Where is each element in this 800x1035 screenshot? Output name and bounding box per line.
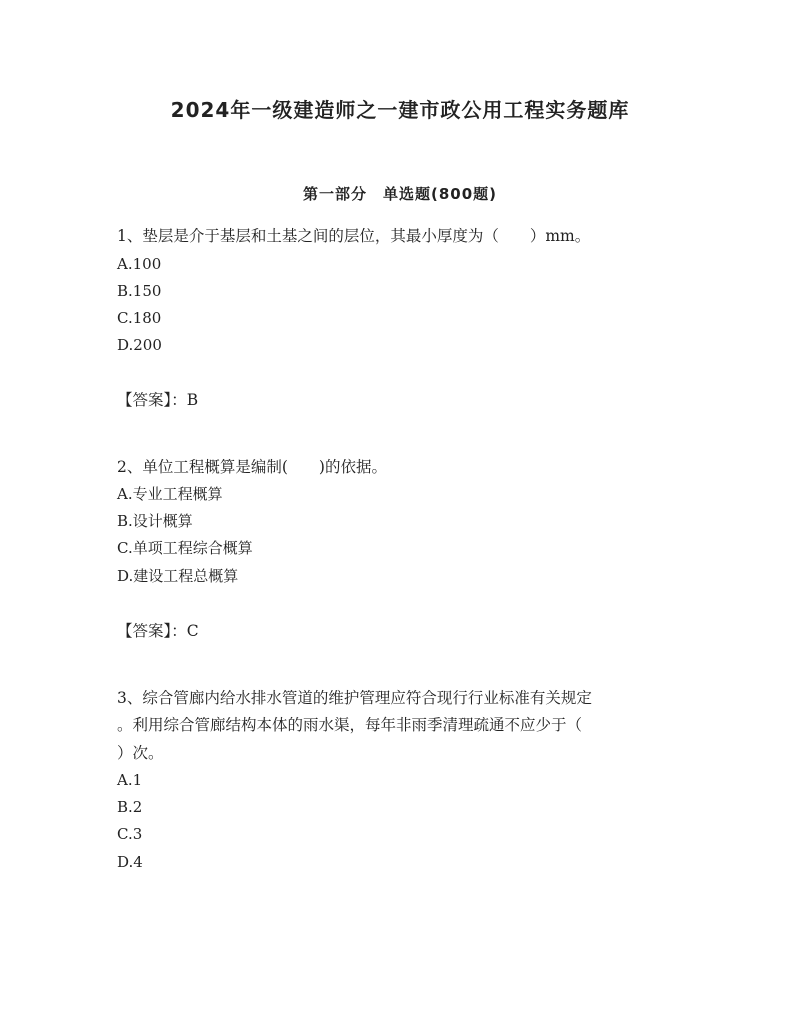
question-1-option-d: D.200	[117, 336, 162, 354]
question-1-stem: 1、垫层是介于基层和土基之间的层位，其最小厚度为（ ）mm。	[117, 227, 591, 245]
question-3-stem-line-2: 。利用综合管廊结构本体的雨水渠，每年非雨季清理疏通不应少于（	[117, 716, 583, 734]
question-1-option-b: B.150	[117, 282, 162, 300]
question-3-stem-line-3: ）次。	[117, 744, 164, 762]
section-heading: 第一部分 单选题(800题)	[302, 185, 498, 203]
question-2-answer: 【答案】：C	[117, 622, 199, 640]
question-3-option-c: C.3	[117, 825, 143, 843]
question-1-option-c: C.180	[117, 309, 162, 327]
question-3-option-a: A.1	[117, 771, 143, 789]
question-2-option-d: D.建设工程总概算	[117, 567, 239, 585]
question-1-answer: 【答案】：B	[117, 391, 199, 409]
question-3-stem-line-1: 3、综合管廊内给水排水管道的维护管理应符合现行行业标准有关规定	[117, 689, 592, 707]
question-2-stem: 2、单位工程概算是编制( )的依据。	[117, 458, 387, 476]
question-2-option-c: C.单项工程综合概算	[117, 539, 253, 557]
question-3-option-b: B.2	[117, 798, 143, 816]
question-2-option-a: A.专业工程概算	[117, 485, 223, 503]
question-1-option-a: A.100	[117, 255, 162, 273]
question-3-option-d: D.4	[117, 853, 143, 871]
document-title: 2024年一级建造师之一建市政公用工程实务题库	[170, 98, 630, 122]
question-2-option-b: B.设计概算	[117, 512, 193, 530]
